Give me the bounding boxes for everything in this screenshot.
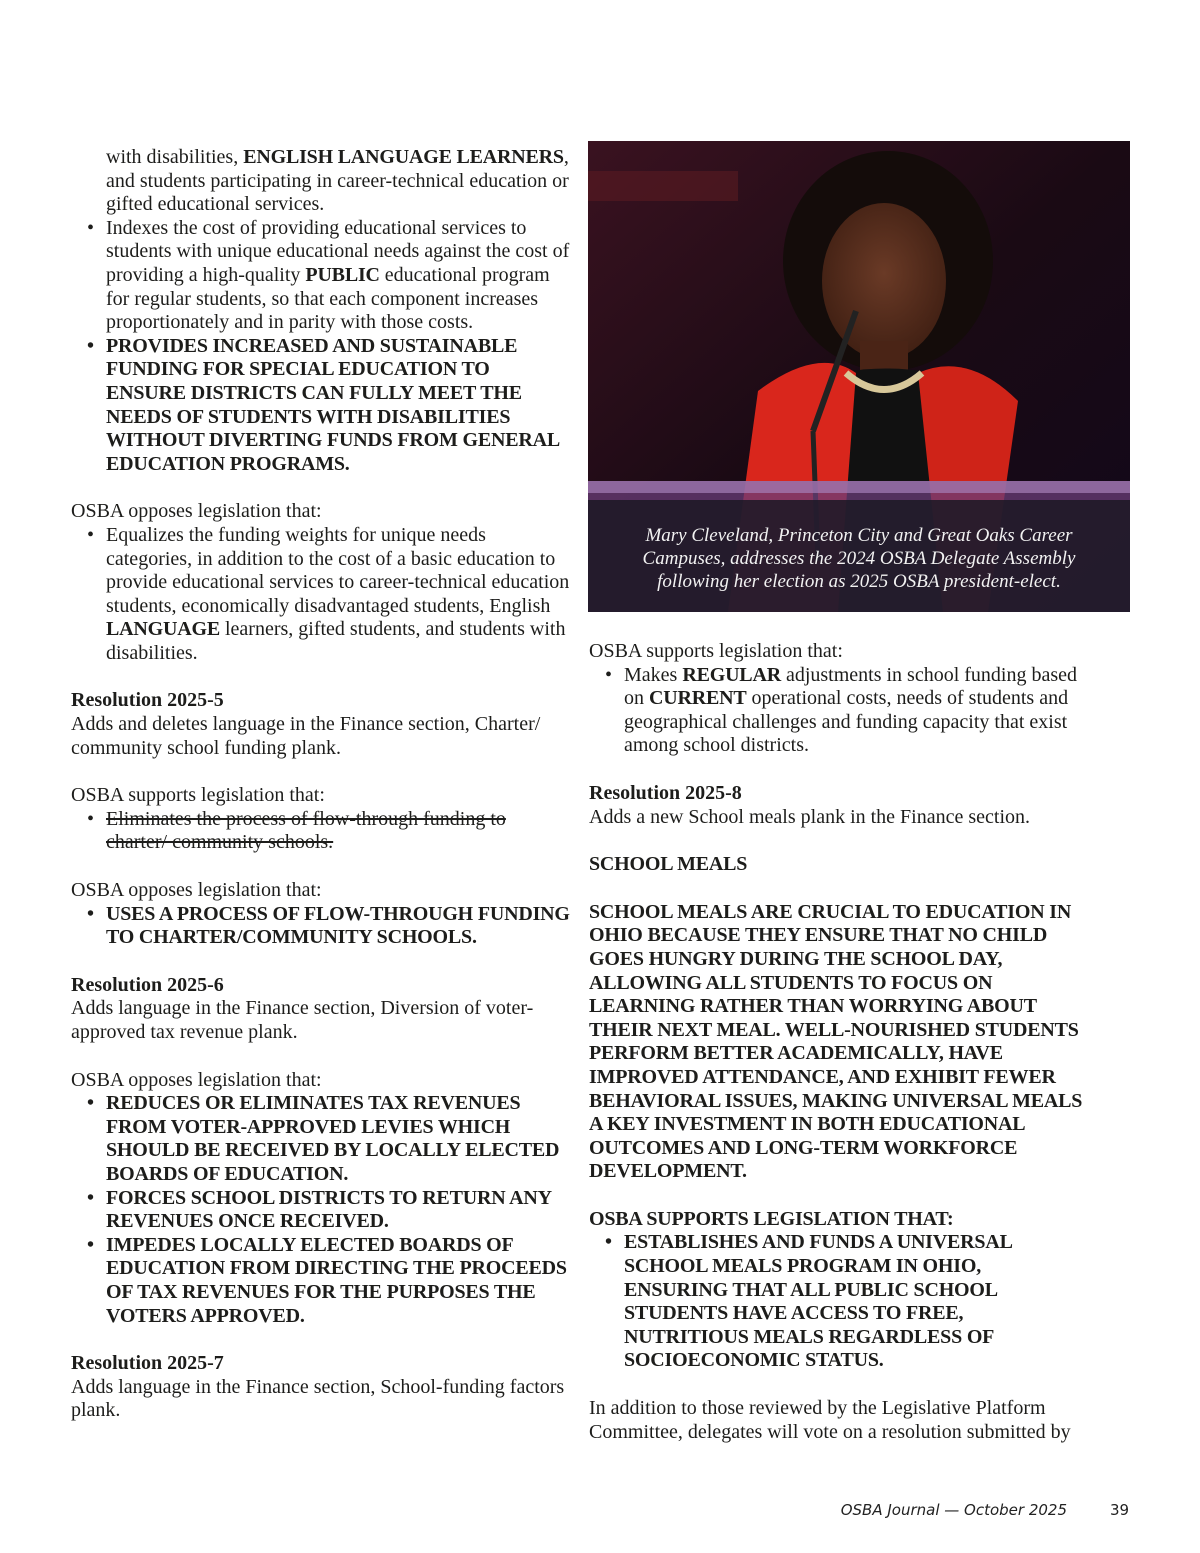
- plank-paragraph: SCHOOL MEALS ARE CRUCIAL TO EDUCATION IN OHIO BECAUSE THEY ENSURE THAT NO CHILD GOES HUNGRY DURING THE SCHOOL DAY, ALLOWING ALL STUDENTS TO FOCUS ON LEARNING RATHER THAN WORRYING ABOUT THEIR NEXT MEAL. WELL-NOURISHED STUDENTS PERFORM BETTER ACADEMICALLY, HAVE IMPROVED ATTENDANCE, AND EXHIBIT FEWER BEHAVIORAL ISSUES, MAKING UNIVERSAL MEALS A KEY INVESTMENT IN BOTH EDUCATIONAL OUTCOMES AND LONG-TERM WORKFORCE DEVELOPMENT.: [589, 900, 1083, 1183]
- resolution-description: Adds and deletes language in the Finance section, Charter/ community school funding plank.: [71, 713, 541, 759]
- oppose-list: [71, 903, 571, 950]
- list-item-deleted: • Eliminates the process of flow-through funding to charter/ community schools.: [71, 808, 571, 855]
- left-column: [71, 146, 571, 1423]
- support-list: [589, 1231, 1089, 1373]
- journal-footer: OSBA Journal — October 2025: [840, 1501, 1067, 1519]
- oppose-list: [71, 524, 571, 666]
- resolution-heading: Resolution 2025-6: [71, 973, 224, 996]
- opposes-intro: OSBA opposes legislation that:: [71, 500, 322, 523]
- supports-intro: OSBA SUPPORTS LEGISLATION THAT:: [589, 1207, 954, 1230]
- list-item: • ESTABLISHES AND FUNDS A UNIVERSAL SCHOOL MEALS PROGRAM IN OHIO, ENSURING THAT ALL PUBLIC SCHOOL STUDENTS HAVE ACCESS TO FREE, NUTRITIOUS MEALS REGARDLESS OF SOCIOECONOMIC STATUS.: [589, 1231, 1089, 1373]
- resolution-description: Adds a new School meals plank in the Finance section.: [589, 805, 1031, 828]
- list-item: • REDUCES OR ELIMINATES TAX REVENUES FROM VOTER-APPROVED LEVIES WHICH SHOULD BE RECEIVED BY LOCALLY ELECTED BOARDS OF EDUCATION.: [71, 1092, 571, 1186]
- support-list: [589, 664, 1089, 758]
- list-item: • IMPEDES LOCALLY ELECTED BOARDS OF EDUCATION FROM DIRECTING THE PROCEEDS OF TAX REVENUES FOR THE PURPOSES THE VOTERS APPROVED.: [71, 1234, 571, 1328]
- list-item: • Equalizes the funding weights for unique needs categories, in addition to the cost of a basic education to provide educational services to career-technical education students, economically disadvantaged students, English LANGUAGE learners, gifted students, and students with disabilities.: [71, 524, 571, 666]
- supports-intro: OSBA supports legislation that:: [71, 784, 325, 807]
- page-number: 39: [1110, 1501, 1130, 1519]
- resolution-heading: Resolution 2025-8: [589, 781, 742, 804]
- opposes-intro: OSBA opposes legislation that:: [71, 879, 322, 902]
- plank-heading: SCHOOL MEALS: [589, 853, 748, 876]
- resolution-description: Adds language in the Finance section, School-funding factors plank.: [71, 1375, 565, 1422]
- resolution-description: Adds language in the Finance section, Diversion of voter-approved tax revenue plank.: [71, 997, 534, 1043]
- list-item: • USES A PROCESS OF FLOW-THROUGH FUNDING TO CHARTER/COMMUNITY SCHOOLS.: [71, 903, 571, 950]
- list-item: • FORCES SCHOOL DISTRICTS TO RETURN ANY REVENUES ONCE RECEIVED.: [71, 1187, 571, 1234]
- support-list: [71, 808, 571, 855]
- support-list: [71, 217, 571, 477]
- opposes-intro: OSBA opposes legislation that:: [71, 1068, 322, 1091]
- oppose-list: [71, 1092, 571, 1328]
- continued-bullet: with disabilities, ENGLISH LANGUAGE LEARNERS, and students participating in career-technical education or gifted educational services.: [106, 146, 569, 216]
- list-item: • PROVIDES INCREASED AND SUSTAINABLE FUNDING FOR SPECIAL EDUCATION TO ENSURE DISTRICTS CAN FULLY MEET THE NEEDS OF STUDENTS WITH DISABILITIES WITHOUT DIVERTING FUNDS FROM GENERAL EDUCATION PROGRAMS.: [71, 335, 571, 477]
- supports-intro: OSBA supports legislation that:: [589, 640, 843, 662]
- right-column: [589, 640, 1089, 1444]
- caps-insert: ENGLISH LANGUAGE LEARNERS: [243, 146, 564, 168]
- photo-caption: Mary Cleveland, Princeton City and Great Oaks Career Campuses, addresses the 2024 OSBA Delegate Assembly following her election as 2025 OSBA president-elect.: [588, 500, 1130, 612]
- list-item: • Makes REGULAR adjustments in school funding based on CURRENT operational costs, needs of students and geographical challenges and funding capacity that exist among school districts.: [589, 664, 1089, 758]
- closing-paragraph: In addition to those reviewed by the Legislative Platform Committee, delegates will vote on a resolution submitted by: [589, 1397, 1071, 1443]
- resolution-heading: Resolution 2025-5: [71, 689, 224, 712]
- list-item: • Indexes the cost of providing educational services to students with unique educational needs against the cost of providing a high-quality PUBLIC educational program for regular students, so that each component increases proportionately and in parity with those costs.: [71, 217, 571, 335]
- resolution-heading: Resolution 2025-7: [71, 1352, 224, 1375]
